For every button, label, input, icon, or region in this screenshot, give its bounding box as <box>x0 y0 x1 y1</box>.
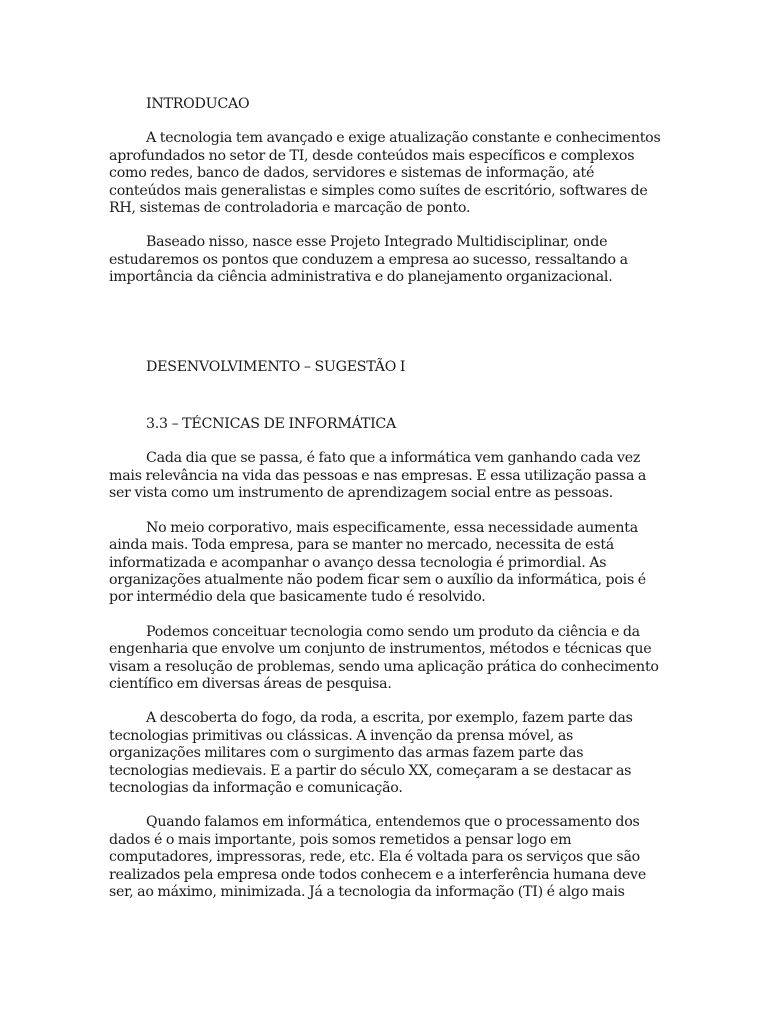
paragraph-body-4: A descoberta do fogo, da roda, a escrita, por exemplo, fazem parte das tecnologias primitivas ou clássicas. A invenção da prensa móvel, as organizações militares com o surgimento das armas fazem parte das tecnologias medievais. E a partir do século XX, começaram a se destacar as tecnologias da informação e comunicação. <box>109 710 633 796</box>
heading-tecnicas: 3.3 – TÉCNICAS DE INFORMÁTICA <box>146 416 397 433</box>
paragraph-body-3: Podemos conceituar tecnologia como sendo um produto da ciência e da engenharia que envolve um conjunto de instrumentos, métodos e técnicas que visam a resolução de problemas, sendo uma aplicação prática do conhecimento científico em diversas áreas de pesquisa. <box>109 623 659 692</box>
paragraph-body-2: No meio corporativo, mais especificamente, essa necessidade aumenta ainda mais. Toda empresa, para se manter no mercado, necessita de está informatizada e acompanhar o avanço dessa tecnologia é primordial. As organizações atualmente não podem ficar sem o auxílio da informática, pois é por intermédio dela que basicamente tudo é resolvido. <box>109 519 646 606</box>
paragraph-body-1: Cada dia que se passa, é fato que a informática vem ganhando cada vez mais relevância na vida das pessoas e nas empresas. E essa utilização passa a ser vista como um instrumento de aprendizagem social entre as pessoas. <box>109 450 647 502</box>
paragraph-intro-2: Baseado nisso, nasce esse Projeto Integrado Multidisciplinar, onde estudaremos os pontos que conduzem a empresa ao sucesso, ressaltando a importância da ciência administrativa e do planejamento organizacional. <box>109 234 628 286</box>
paragraph-body-5: Quando falamos em informática, entendemos que o processamento dos dados é o mais importante, pois somos remetidos a pensar logo em computadores, impressoras, rede, etc. Ela é voltada para os serviços que são realizados pela empresa onde todos conhecem e a interferência humana deve ser, ao máximo, minimizada. Já a tecnologia da informação (TI) é algo mais <box>109 814 646 900</box>
heading-desenvolvimento: DESENVOLVIMENTO – SUGESTÃO I <box>146 358 406 375</box>
document-page <box>109 96 661 901</box>
heading-introducao: INTRODUCAO <box>146 96 250 112</box>
paragraph-intro-1: A tecnologia tem avançado e exige atualização constante e conhecimentos aprofundados no setor de TI, desde conteúdos mais específicos e complexos como redes, banco de dados, servidores e sistemas de informação, até conteúdos mais generalistas e simples como suítes de escritório, softwares de RH, sistemas de controladoria e marcação de ponto. <box>109 130 661 217</box>
